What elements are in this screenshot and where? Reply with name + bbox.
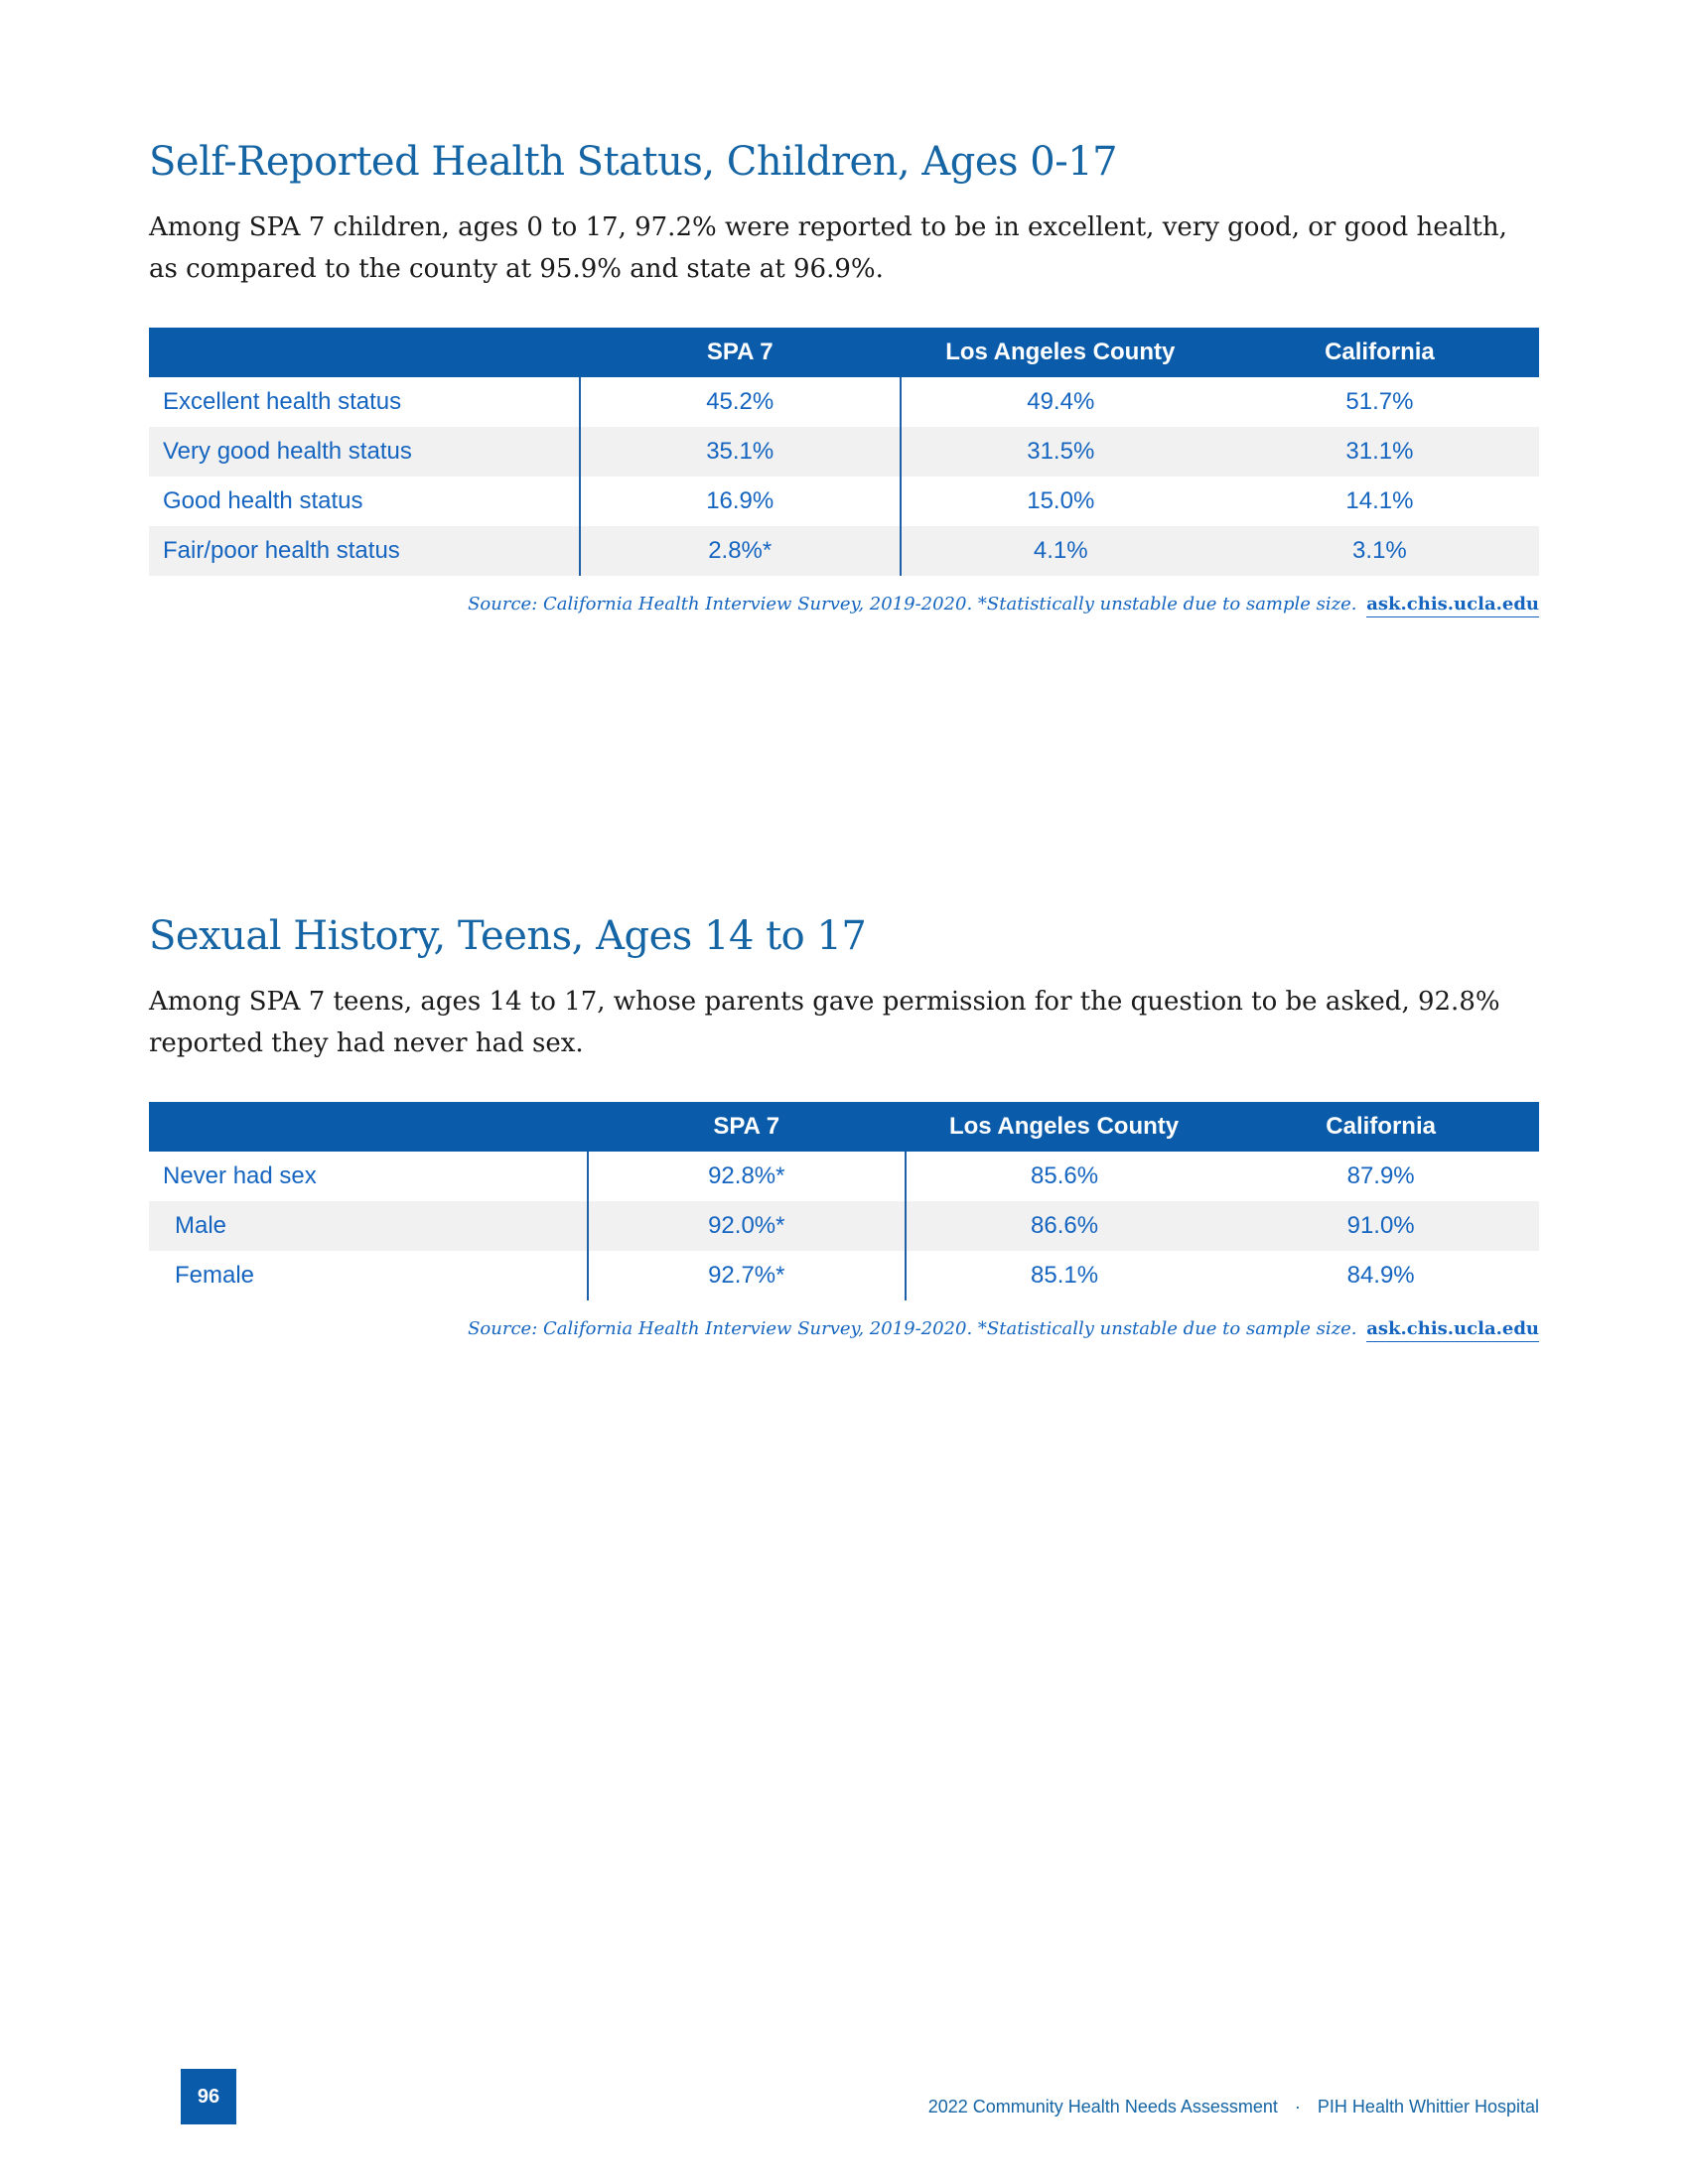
cell-california: 3.1%	[1220, 526, 1539, 576]
header-spa7: SPA 7	[588, 1102, 906, 1152]
cell-la-county: 31.5%	[901, 427, 1220, 477]
source-note	[149, 594, 1539, 614]
header-la-county: Los Angeles County	[906, 1102, 1222, 1152]
table-header-row	[149, 328, 1539, 377]
cell-spa7: 92.8%*	[588, 1152, 906, 1201]
table-row	[149, 1152, 1539, 1201]
cell-california: 51.7%	[1345, 388, 1414, 415]
source-link[interactable]: ask.chis.ucla.edu	[1366, 1318, 1539, 1342]
cell-spa7: 2.8%*	[580, 526, 901, 576]
page-number: 96	[181, 2069, 236, 2124]
cell-california: 31.1%	[1220, 427, 1539, 477]
header-blank	[149, 1102, 588, 1152]
row-label: Excellent health status	[163, 388, 402, 415]
row-label: Female	[175, 1262, 255, 1289]
section-health-status	[149, 139, 1539, 614]
health-status-table	[149, 328, 1539, 576]
footer-separator: ·	[1294, 2097, 1301, 2116]
cell-la-county: 85.1%	[906, 1251, 1222, 1300]
row-label: Very good health status	[149, 427, 580, 477]
header-california: California	[1222, 1102, 1539, 1152]
row-label: Never had sex	[163, 1162, 317, 1189]
cell-spa7: 92.7%*	[588, 1251, 906, 1300]
table-row	[149, 1251, 1539, 1300]
source-text: Source: California Health Interview Survey, 2019-2020. *Statistically unstable due to sample size.	[468, 1318, 1357, 1339]
source-link[interactable]: ask.chis.ucla.edu	[1366, 594, 1539, 617]
table-row	[149, 526, 1539, 576]
source-note	[149, 1318, 1539, 1339]
row-label: Good health status	[163, 487, 363, 514]
cell-la-county: 15.0%	[901, 477, 1220, 526]
cell-spa7: 92.0%*	[588, 1201, 906, 1251]
cell-spa7: 45.2%	[580, 377, 901, 427]
section-title: Sexual History, Teens, Ages 14 to 17	[149, 913, 867, 959]
row-label: Male	[149, 1201, 588, 1251]
table-row	[149, 377, 1539, 427]
cell-la-county: 86.6%	[906, 1201, 1222, 1251]
cell-california: 91.0%	[1222, 1201, 1539, 1251]
cell-spa7: 35.1%	[580, 427, 901, 477]
cell-spa7: 16.9%	[580, 477, 901, 526]
footer-document-title: 2022 Community Health Needs Assessment	[927, 2097, 1278, 2116]
cell-california: 14.1%	[1345, 487, 1414, 514]
section-intro: Among SPA 7 teens, ages 14 to 17, whose parents gave permission for the question to be asked, 92.8% reported they had never had sex.	[149, 987, 1500, 1058]
table-header-row	[149, 1102, 1539, 1152]
footer-hospital-name: PIH Health Whittier Hospital	[1317, 2097, 1539, 2116]
section-sexual-history	[149, 913, 1539, 1339]
footer	[928, 2097, 1539, 2117]
cell-la-county: 85.6%	[906, 1152, 1222, 1201]
sexual-history-table	[149, 1102, 1539, 1300]
header-california: California	[1220, 328, 1539, 377]
header-blank	[149, 328, 580, 377]
cell-california: 87.9%	[1346, 1162, 1415, 1189]
cell-la-county: 49.4%	[901, 377, 1220, 427]
header-spa7: SPA 7	[580, 328, 901, 377]
cell-la-county: 4.1%	[901, 526, 1220, 576]
row-label: Fair/poor health status	[149, 526, 580, 576]
table-row	[149, 427, 1539, 477]
header-la-county: Los Angeles County	[901, 328, 1220, 377]
section-title: Self-Reported Health Status, Children, Ages 0-17	[149, 139, 1118, 185]
source-text: Source: California Health Interview Survey, 2019-2020. *Statistically unstable due to sample size.	[468, 594, 1357, 614]
table-row	[149, 477, 1539, 526]
table-row	[149, 1201, 1539, 1251]
cell-california: 84.9%	[1346, 1262, 1415, 1289]
section-intro: Among SPA 7 children, ages 0 to 17, 97.2% were reported to be in excellent, very good, or good health, as compared to the county at 95.9% and state at 96.9%.	[149, 212, 1507, 284]
